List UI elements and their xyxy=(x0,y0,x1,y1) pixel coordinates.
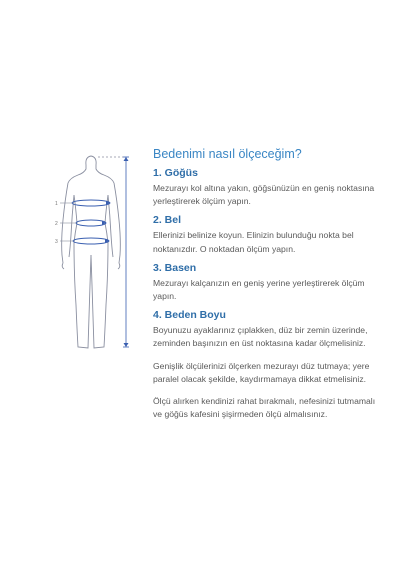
body-measurement-figure xyxy=(36,145,146,355)
body-outline xyxy=(62,156,121,348)
section-text: Boyunuzu ayaklarınız çıplakken, düz bir zemin üzerinde, zeminden başınızın en üst noktasına kadar ölçmelisiniz. xyxy=(153,325,368,349)
marker-labels xyxy=(55,201,58,245)
section-heading: 1. Göğüs xyxy=(153,167,198,179)
marker-label-1: 1 xyxy=(55,201,58,207)
measurement-bands xyxy=(72,200,110,244)
section-text: Ellerinizi belinize koyun. Elinizin bulunduğu nokta bel noktanızdır. O noktadan ölçüm yapın. xyxy=(153,230,354,254)
section-waist xyxy=(153,214,385,255)
section-heading: 2. Bel xyxy=(153,214,182,227)
note-paragraph: Ölçü alırken kendinizi rahat bırakmalı, nefesinizi tutmamalı ve göğüs kafesini şişirmeden ölçü almalısınız. xyxy=(153,396,376,420)
height-line xyxy=(98,157,129,347)
marker-label-2: 2 xyxy=(55,221,58,227)
note-paragraph: Genişlik ölçülerinizi ölçerken mezurayı düz tutmaya; yere paralel olacak şekilde, kaydırmamaya dikkat etmelisiniz. xyxy=(153,360,370,384)
section-text: Mezurayı kalçanızın en geniş yerine yerleştirerek ölçüm yapın. xyxy=(153,277,365,302)
section-heading: 4. Beden Boyu xyxy=(153,309,226,322)
section-chest xyxy=(153,167,385,208)
marker-label-3: 3 xyxy=(55,239,58,245)
section-height xyxy=(153,309,385,350)
section-text: Mezurayı kol altına yakın, göğsünüzün en geniş noktasına yerleştirerek ölçüm yapın. xyxy=(153,183,375,207)
section-hip xyxy=(153,262,385,303)
page-title: Bedenimi nasıl ölçeceğim? xyxy=(153,147,302,161)
section-heading: 3. Basen xyxy=(153,261,197,274)
instructions-panel xyxy=(153,147,385,421)
